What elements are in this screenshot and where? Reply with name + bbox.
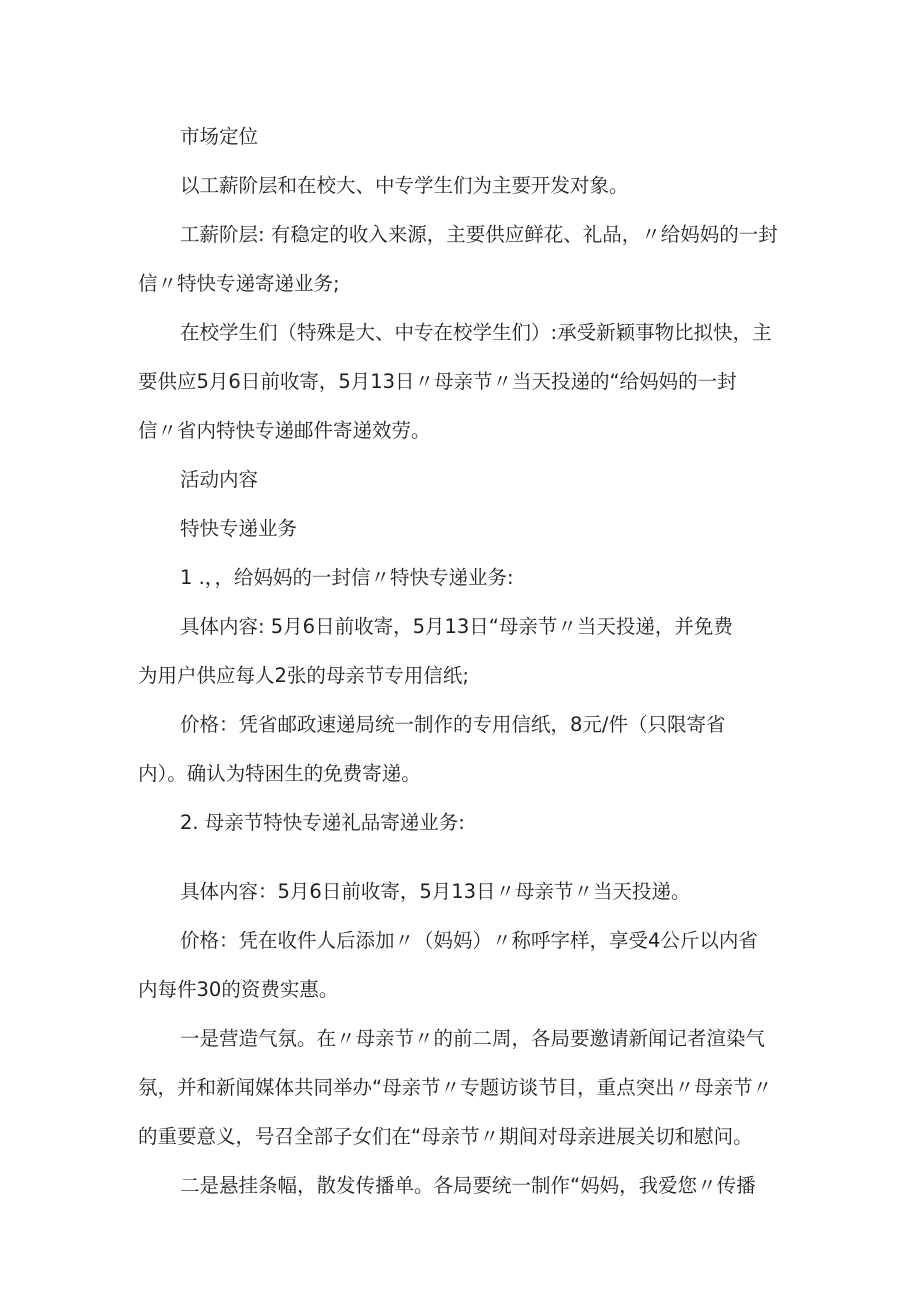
- text-line: 工薪阶层: 有稳定的收入来源，主要供应鲜花、礼品，〃给妈妈的一封: [180, 223, 778, 246]
- item-2-details: [138, 867, 788, 916]
- text-line: 二是悬挂条幅，散发传播单。各局要统一制作“妈妈，我爱您〃传播: [180, 1174, 756, 1197]
- paragraph-target: [138, 161, 788, 210]
- text-line: 以工薪阶层和在校大、中专学生们为主要开发对象。: [180, 174, 629, 197]
- text-line: 氛，并和新闻媒体共同举办“母亲节〃专题访谈节目，重点突出〃母亲节〃: [138, 1076, 773, 1099]
- text-line: 要供应5月6日前收寄，5月13日〃母亲节〃当天投递的“给妈妈的一封: [138, 370, 737, 393]
- item-1-details: [138, 602, 788, 700]
- text-line: 信〃特快专递寄递业务;: [138, 272, 340, 295]
- text-line: 市场定位: [180, 125, 259, 148]
- text-line: 具体内容: 5月6日前收寄，5月13日“母亲节〃当天投递，并免费: [180, 615, 733, 638]
- heading-activity-content: [138, 455, 788, 504]
- text-line: 一是营造气氛。在〃母亲节〃的前二周，各局要邀请新闻记者渲染气: [180, 1027, 766, 1050]
- text-line: 为用户供应每人2张的母亲节专用信纸;: [138, 664, 469, 687]
- text-line: 特快专递业务: [180, 517, 298, 540]
- text-line: 2. 母亲节特快专递礼品寄递业务:: [180, 811, 465, 834]
- text-line: 内）。确认为特困生的免费寄递。: [138, 762, 421, 785]
- item-1-price: [138, 700, 788, 798]
- item-2-title: [138, 798, 788, 847]
- text-line: 信〃省内特快专递邮件寄递效劳。: [138, 419, 431, 442]
- text-line: 1 .，，给妈妈的一封信〃特快专递业务:: [180, 566, 514, 589]
- text-line: 的重要意义，号召全部子女们在“母亲节〃期间对母亲进展关切和慰问。: [138, 1125, 753, 1148]
- document-body: [138, 112, 788, 1210]
- paragraph-atmosphere: [138, 1014, 788, 1161]
- text-line: 内每件30的资费实惠。: [138, 978, 339, 1001]
- item-2-price: [138, 916, 788, 1014]
- text-line: 在校学生们（特殊是大、中专在校学生们）:承受新颖事物比拟快，主: [180, 321, 772, 344]
- item-1-title: [138, 553, 788, 602]
- text-line: 活动内容: [180, 468, 259, 491]
- text-line: 具体内容：5月6日前收寄，5月13日〃母亲节〃当天投递。: [180, 880, 691, 903]
- paragraph-working-class: [138, 210, 788, 308]
- paragraph-banners: [138, 1161, 788, 1210]
- paragraph-students: [138, 308, 788, 455]
- text-line: 价格：凭省邮政速递局统一制作的专用信纸，8元/件（只限寄省: [180, 713, 726, 736]
- text-line: 价格：凭在收件人后添加〃（妈妈）〃称呼字样，享受4公斤以内省: [180, 929, 758, 952]
- heading-market-positioning: [138, 112, 788, 161]
- heading-express-business: [138, 504, 788, 553]
